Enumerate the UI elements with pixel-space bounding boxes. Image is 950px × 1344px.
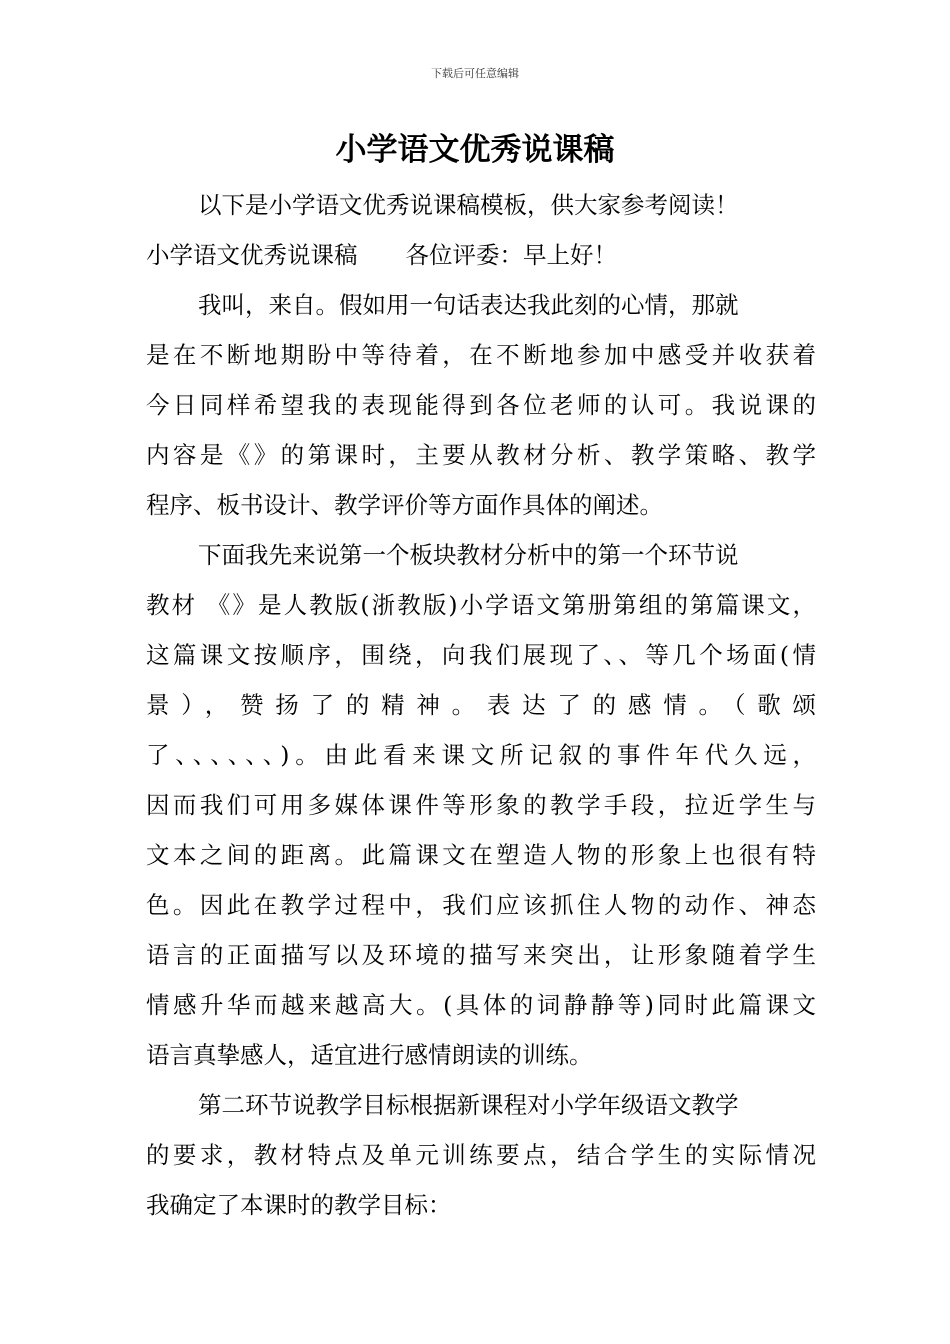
paragraph-line: 内容是《》的第课时，主要从教材分析、教学策略、教学: [146, 441, 816, 469]
paragraph-line: 第二环节说教学目标根据新课程对小学年级语文教学: [198, 1091, 739, 1119]
header-note: 下载后可任意编辑: [431, 67, 519, 80]
paragraph-line: 语言的正面描写以及环境的描写来突出，让形象随着学生: [146, 941, 816, 969]
paragraph-line: 是在不断地期盼中等待着，在不断地参加中感受并收获着: [146, 341, 816, 369]
paragraph-line: 我叫，来自。假如用一句话表达我此刻的心情，那就: [198, 291, 739, 319]
paragraph-line: 程序、板书设计、教学评价等方面作具体的阐述。: [146, 491, 663, 519]
paragraph-line: 教材 《》是人教版(浙教版)小学语文第册第组的第篇课文，: [146, 591, 816, 619]
paragraph-line: 的要求，教材特点及单元训练要点，结合学生的实际情况: [146, 1141, 816, 1169]
paragraph-line: 文本之间的距离。此篇课文在塑造人物的形象上也很有特: [146, 841, 816, 869]
paragraph-line: 这篇课文按顺序，围绕，向我们展现了、、等几个场面(情: [146, 641, 816, 669]
paragraph-line: 色。因此在教学过程中，我们应该抓住人物的动作、神态: [146, 891, 816, 919]
paragraph-line: 我确定了本课时的教学目标：: [146, 1191, 452, 1219]
inline-text: 小学语文优秀说课稿: [146, 241, 358, 269]
inline-text: 各位评委：早上好！: [405, 241, 617, 269]
paragraph-line: [146, 230, 816, 280]
paragraph-line: 语言真挚感人，适宜进行感情朗读的训练。: [146, 1041, 593, 1069]
paragraph-line: 情感升华而越来越高大。(具体的词静静等)同时此篇课文: [146, 991, 816, 1019]
document-body: [146, 180, 816, 1230]
paragraph-line: 今日同样希望我的表现能得到各位老师的认可。我说课的: [146, 391, 816, 419]
paragraph-line: 了、、、、、、)。由此看来课文所记叙的事件年代久远，: [146, 741, 816, 769]
paragraph-line: 因而我们可用多媒体课件等形象的教学手段，拉近学生与: [146, 791, 816, 819]
paragraph-line: 下面我先来说第一个板块教材分析中的第一个环节说: [198, 541, 739, 569]
paragraph-line: 以下是小学语文优秀说课稿模板，供大家参考阅读！: [198, 191, 739, 219]
page-title: 小学语文优秀说课稿: [335, 132, 615, 168]
paragraph-line: 景），赞扬了的精神。表达了的感情。（歌颂: [146, 691, 816, 719]
